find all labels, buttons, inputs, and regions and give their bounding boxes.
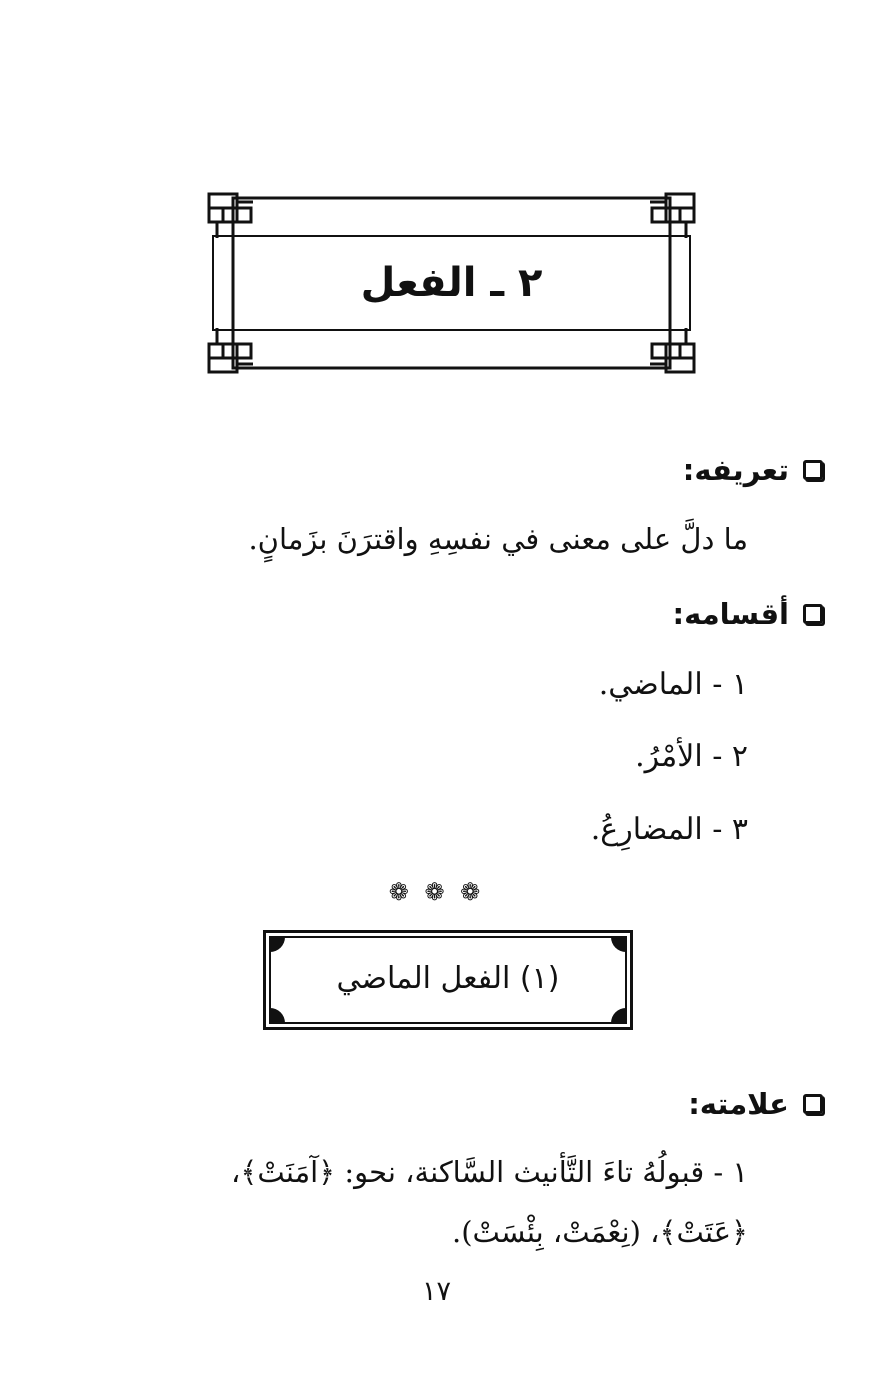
subsection-title-frame — [263, 930, 633, 1030]
section-divider: ❁ ❁ ❁ — [388, 878, 485, 906]
definition-text: ما دلَّ على معنى في نفسِهِ واقترَنَ بزَمانٍ. — [248, 522, 748, 556]
divisions-heading-label: أقسامه: — [672, 597, 789, 631]
page-number: ١٧ — [421, 1276, 451, 1307]
subsection-title: (١) الفعل الماضي — [336, 961, 560, 996]
list-item: ٢ - الأمْرُ. — [635, 739, 748, 774]
square-bullet-icon — [803, 604, 823, 624]
square-bullet-icon — [803, 460, 823, 480]
square-bullet-icon — [803, 1094, 823, 1114]
signs-heading — [688, 1082, 823, 1126]
signs-heading-label: علامته: — [688, 1087, 789, 1121]
definition-heading — [683, 448, 823, 492]
list-item: ١ - الماضي. — [598, 667, 748, 702]
list-item: ٣ - المضارِعُ. — [590, 812, 748, 847]
chapter-title-frame — [205, 190, 698, 376]
signs-line-2: ﴿عَتَتْ﴾، (نِعْمَتْ، بِئْسَتْ). — [452, 1215, 748, 1249]
definition-heading-label: تعريفه: — [682, 453, 789, 487]
divisions-heading — [673, 592, 823, 636]
signs-line-1: ١ - قبولُهُ تاءَ التَّأنيث السَّاكنة، نحو: ﴿آمَنَتْ﴾، — [231, 1155, 748, 1189]
chapter-title: ٢ ـ الفعل — [360, 260, 543, 306]
